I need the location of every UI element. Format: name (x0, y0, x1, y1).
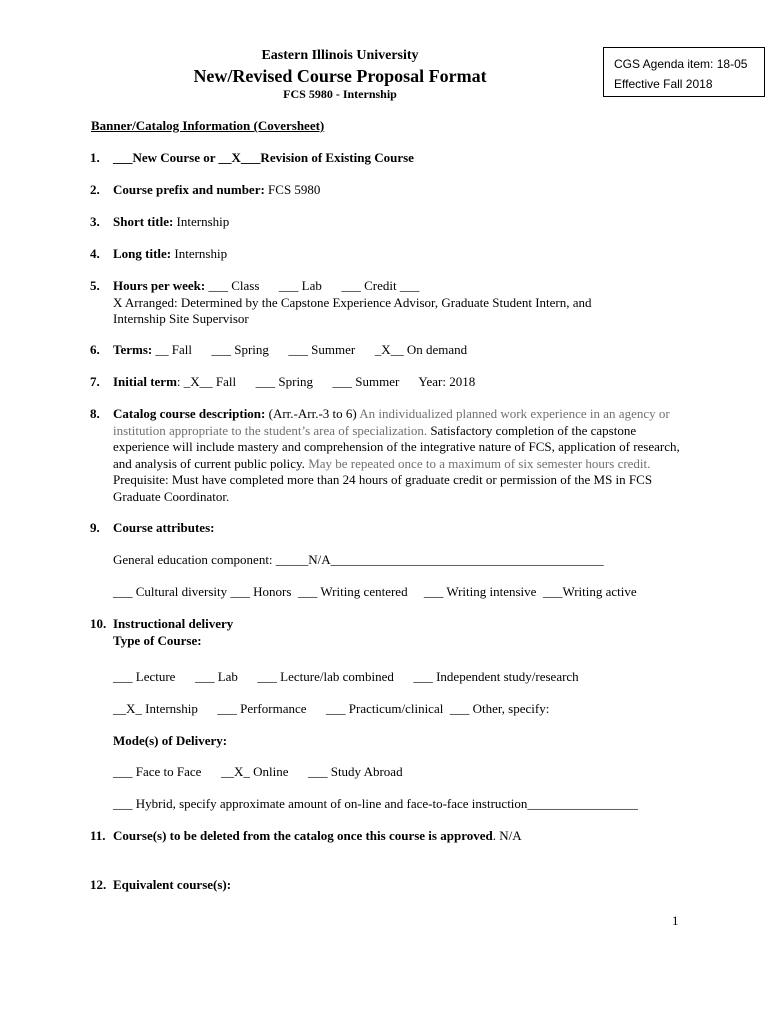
course-type-line: ___New Course or __X___Revision of Existing Course (113, 150, 414, 165)
item-number: 7. (90, 374, 100, 389)
delivery-mode-row-1: ___ Face to Face __X_ Online ___ Study Abroad (113, 764, 403, 779)
field-value: Internship (173, 214, 230, 229)
arranged-line: X Arranged: Determined by the Capstone Experience Advisor, Graduate Student Intern, and (113, 294, 592, 310)
arranged-line-cont: Internship Site Supervisor (113, 311, 249, 326)
item-9 (90, 520, 690, 537)
item-number: 3. (90, 214, 100, 229)
item-12 (90, 877, 690, 894)
field-label: Course prefix and number: (113, 182, 265, 197)
item-1 (90, 150, 690, 167)
gen-ed-line: General education component: _____N/A__________________________________________ (113, 552, 604, 567)
item-5 (90, 278, 690, 328)
field-label: Catalog course description: (113, 406, 266, 421)
field-value: : _X__ Fall ___ Spring ___ Summer Year: 2018 (176, 374, 476, 389)
field-label: Long title: (113, 246, 172, 261)
course-subtitle: FCS 5980 - Internship (283, 87, 397, 101)
item-number: 8. (90, 406, 100, 421)
item-number: 10. (90, 616, 107, 631)
item-number: 9. (90, 520, 100, 535)
item-3 (90, 214, 690, 231)
course-type-row-2: __X_ Internship ___ Performance ___ Practicum/clinical ___ Other, specify: (113, 701, 550, 716)
description-credit: (Arr.-Arr.-3 to 6) (265, 406, 360, 421)
form-title: New/Revised Course Proposal Format (193, 66, 487, 86)
description-repeat: May be repeated once to a maximum of six semester hours credit. (308, 455, 651, 471)
item-6 (90, 342, 690, 359)
agenda-box (603, 47, 765, 97)
agenda-item-line: CGS Agenda item: 18-05 (614, 57, 748, 71)
item-11 (90, 828, 690, 845)
field-value: FCS 5980 (264, 182, 321, 197)
type-of-course-label: Type of Course: (113, 632, 202, 648)
item-number: 4. (90, 246, 100, 261)
field-label: Course(s) to be deleted from the catalog once this course is approved (113, 828, 493, 843)
description-text-a: An individualized planned work experience in an agency or institution appropriate to the student’s area of specialization. (113, 406, 670, 438)
field-label: Terms: (113, 342, 153, 357)
field-value: Internship (171, 246, 228, 261)
description-prerequisite: Prequisite: Must have completed more than 24 hours of graduate credit or permission of the MS in FCS Graduate Coordinator. (113, 472, 653, 504)
item-7 (90, 374, 690, 391)
section-title: Banner/Catalog Information (Coversheet) (91, 118, 325, 133)
course-type-row-1: ___ Lecture ___ Lab ___ Lecture/lab combined ___ Independent study/research (113, 669, 579, 684)
item-number: 5. (90, 278, 100, 293)
field-label: Initial term (113, 374, 177, 389)
item-number: 2. (90, 182, 100, 197)
item-10 (90, 616, 690, 649)
field-value: . N/A (492, 828, 522, 843)
delivery-mode-row-2: ___ Hybrid, specify approximate amount of on-line and face-to-face instruction_________________ (113, 796, 638, 811)
effective-term-line: Effective Fall 2018 (614, 77, 713, 91)
field-value: ___ Class ___ Lab ___ Credit ___ (205, 278, 420, 293)
item-number: 6. (90, 342, 100, 357)
university-name: Eastern Illinois University (261, 48, 419, 63)
field-label: Short title: (113, 214, 174, 229)
field-label: Instructional delivery (113, 616, 234, 631)
field-label: Equivalent course(s): (113, 877, 232, 892)
document-header (160, 47, 520, 102)
field-value: __ Fall ___ Spring ___ Summer _X__ On demand (152, 342, 468, 357)
delivery-mode-label: Mode(s) of Delivery: (113, 733, 228, 748)
item-number: 1. (90, 150, 100, 165)
item-number: 12. (90, 877, 107, 892)
field-label: Course attributes: (113, 520, 215, 535)
attributes-line: ___ Cultural diversity ___ Honors ___ Writing centered ___ Writing intensive ___Writing active (113, 584, 637, 599)
item-4 (90, 246, 690, 263)
item-number: 11. (90, 828, 106, 843)
description-text-b: Satisfactory completion of the capstone experience will include mastery and comprehension of the integrative nature of FCS, application of research, and analysis of current public policy. (113, 422, 680, 471)
page-number: 1 (672, 913, 679, 928)
item-2 (90, 182, 690, 199)
field-label: Hours per week: (113, 278, 206, 293)
item-8 (90, 406, 682, 505)
